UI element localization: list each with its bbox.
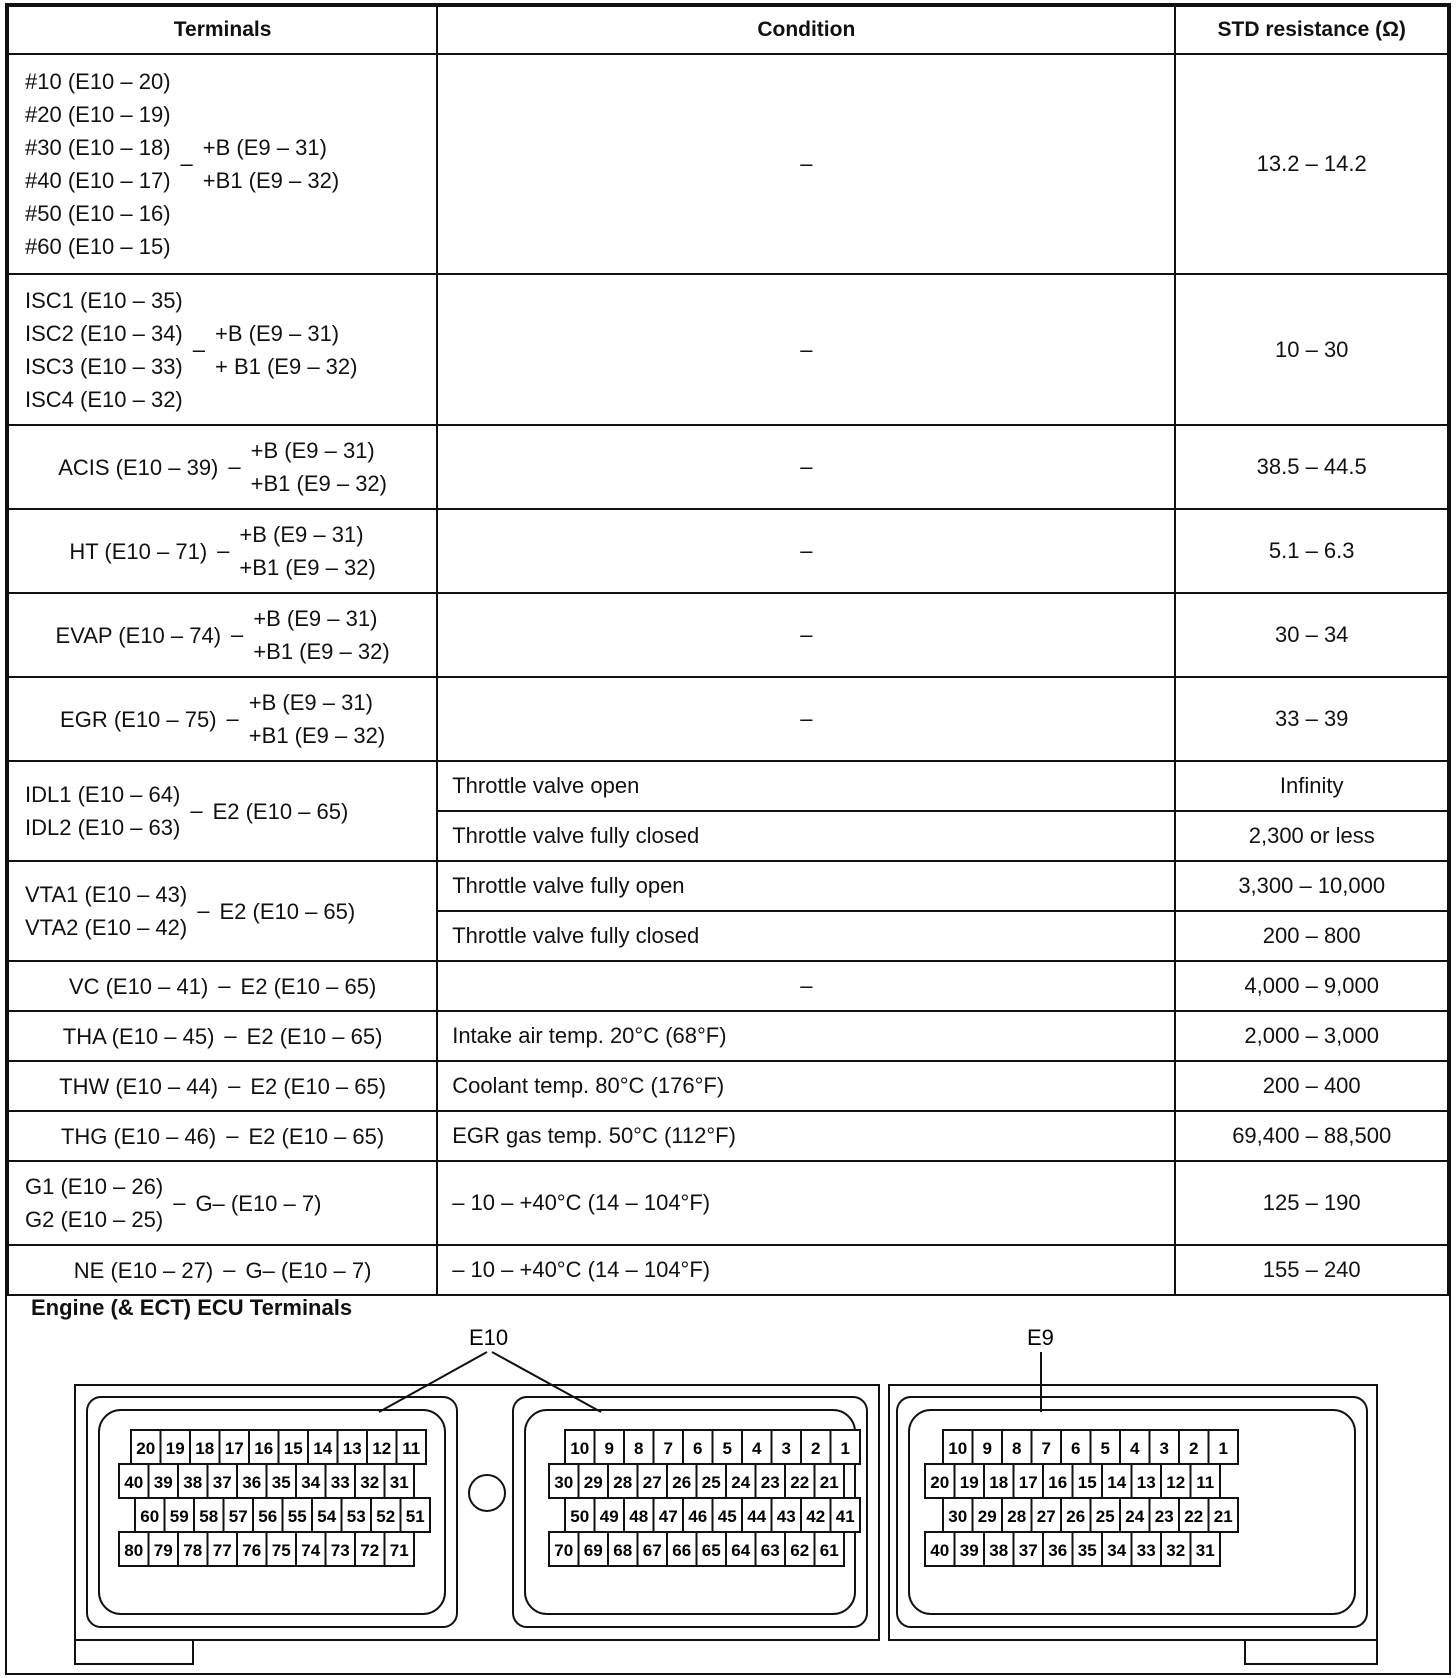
e10-right-pin-number: 8 [634,1439,644,1458]
e9-pin-number: 6 [1071,1439,1081,1458]
terminal-dash: – [226,706,239,731]
terminal-dash: – [223,1257,236,1282]
terminal-label: ISC4 (E10 – 32) [25,386,183,412]
terminal-cell [8,509,437,593]
terminal-cell [8,1111,437,1161]
terminal-ground-label: E2 (E10 – 65) [250,1073,387,1099]
resistance-cell: 200 – 800 [1175,911,1448,961]
e10-right-pin-number: 50 [570,1507,590,1526]
table-row [8,761,1448,811]
table-row [8,509,1448,593]
terminal-label: ISC2 (E10 – 34) [25,320,183,346]
e9-pin-number: 14 [1107,1473,1127,1492]
terminal-label: #60 (E10 – 15) [25,234,171,259]
e10-left-pin-number: 32 [360,1473,380,1492]
condition-cell: – [437,54,1175,274]
table-row [8,593,1448,677]
terminal-cell [8,861,437,961]
e10-left-pin-number: 34 [301,1473,321,1492]
e9-pin-number: 21 [1213,1507,1233,1526]
e9-pin-number: 19 [959,1473,979,1492]
e10-right-pin-number: 27 [642,1473,662,1492]
e9-pin-number: 3 [1159,1439,1169,1458]
e10-right-pin-number: 47 [658,1507,678,1526]
e10-left-pin-number: 54 [317,1507,337,1526]
terminal-ground-label: E2 (E10 – 65) [219,898,356,924]
terminal-ground-label: G– (E10 – 7) [195,1190,322,1216]
condition-cell: Coolant temp. 80°C (176°F) [437,1061,1175,1111]
e10-right-pin-number: 41 [835,1507,855,1526]
e9-pin-number: 17 [1018,1473,1038,1492]
e10-right-pin-number: 65 [701,1541,721,1560]
table-row [8,1011,1448,1061]
e10-right-pin-number: 30 [554,1473,574,1492]
e10-left-pin-number: 53 [346,1507,366,1526]
terminal-label: IDL2 (E10 – 63) [25,815,181,840]
e9-pin-number: 11 [1196,1473,1215,1492]
e9-pin-number: 40 [930,1541,950,1560]
e9-pin-number: 25 [1095,1507,1115,1526]
terminal-ground-label: +B (E9 – 31) [215,320,340,346]
resistance-cell: 30 – 34 [1175,593,1448,677]
terminal-dash: – [224,1023,237,1048]
e10-right-pin-number: 67 [642,1541,662,1560]
e10-right-pin-number: 26 [672,1473,692,1492]
terminal-ground-label: E2 (E10 – 65) [240,973,377,999]
e10-right-pin-number: 49 [599,1507,619,1526]
terminal-label: #10 (E10 – 20) [25,69,171,94]
terminal-label: THW (E10 – 44) [59,1073,219,1099]
e10-left-pin-number: 60 [140,1507,160,1526]
terminal-ground-label: E2 (E10 – 65) [246,1023,383,1049]
document-sheet [5,3,1451,1675]
table-header [8,6,1448,54]
e9-pin-number: 16 [1048,1473,1068,1492]
resistance-cell: Infinity [1175,761,1448,811]
e10-left-pin-number: 51 [405,1507,425,1526]
e10-right-pin-number: 6 [693,1439,703,1458]
e10-left-pin-number: 58 [199,1507,219,1526]
e9-pin-number: 30 [948,1507,968,1526]
resistance-cell: 5.1 – 6.3 [1175,509,1448,593]
e10-left-pin-number: 55 [287,1507,307,1526]
e10-left-pin-number: 57 [228,1507,248,1526]
terminal-label: HT (E10 – 71) [69,538,208,564]
terminal-label: #40 (E10 – 17) [25,168,171,193]
e10-left-pin-number: 72 [360,1541,380,1560]
resistance-cell: 33 – 39 [1175,677,1448,761]
terminal-ground-label: +B1 (E9 – 32) [250,471,387,496]
e9-pin-number: 5 [1100,1439,1110,1458]
e10-left-pin-number: 73 [330,1541,350,1560]
terminal-cell [8,677,437,761]
condition-cell: EGR gas temp. 50°C (112°F) [437,1111,1175,1161]
e10-left-pin-number: 56 [258,1507,278,1526]
terminal-label: #20 (E10 – 19) [25,102,171,127]
e9-pin-number: 39 [959,1541,979,1560]
e9-pin-number: 1 [1218,1439,1228,1458]
e10-right-pin-number: 48 [629,1507,649,1526]
terminal-dash: – [218,973,231,998]
e10-right-pin-number: 9 [604,1439,614,1458]
e10-left-pin-number: 35 [271,1473,291,1492]
e10-left-pin-number: 52 [376,1507,396,1526]
header-resistance: STD resistance (Ω) [1175,6,1448,54]
terminal-ground-label: +B (E9 – 31) [250,438,375,463]
terminal-cell [8,1161,437,1245]
e10-left-pin-number: 71 [389,1541,409,1560]
terminal-dash: – [180,151,193,176]
terminal-cell [8,1245,437,1295]
e10-right-pin-number: 61 [819,1541,839,1560]
terminal-label: VC (E10 – 41) [68,973,209,999]
terminal-dash: – [217,538,230,563]
e10-left-pin-number: 40 [124,1473,144,1492]
ecu-connector-diagram [7,1300,1449,1670]
e9-pin-number: 2 [1189,1439,1199,1458]
e10-left-pin-number: 78 [183,1541,203,1560]
condition-cell: – 10 – +40°C (14 – 104°F) [437,1161,1175,1245]
terminal-dash: – [228,454,241,479]
condition-cell: Throttle valve fully open [437,861,1175,911]
terminal-label: ISC1 (E10 – 35) [25,287,183,313]
e9-pin-number: 28 [1007,1507,1027,1526]
resistance-cell: 155 – 240 [1175,1245,1448,1295]
table-row [8,1161,1448,1245]
resistance-cell: 3,300 – 10,000 [1175,861,1448,911]
mount-tab-left [75,1640,193,1664]
e10-right-pin-number: 5 [722,1439,732,1458]
table-row [8,274,1448,425]
terminal-label: NE (E10 – 27) [73,1257,214,1283]
e9-pin-number: 12 [1166,1473,1186,1492]
e9-pin-number: 4 [1130,1439,1140,1458]
terminal-dash: – [192,336,205,362]
e10-left-pin-number: 79 [153,1541,173,1560]
table-row [8,54,1448,274]
terminal-ground-label: +B (E9 – 31) [202,135,327,160]
e9-pin-number: 9 [982,1439,992,1458]
terminal-ground-label: G– (E10 – 7) [245,1257,372,1283]
e9-pin-number: 33 [1136,1541,1156,1560]
e10-left-pin-number: 15 [283,1439,303,1458]
condition-cell: – [437,509,1175,593]
terminal-cell [8,1011,437,1061]
e10-right-pin-number: 44 [747,1507,767,1526]
e9-label: E9 [1027,1325,1054,1350]
mount-tab-right [1245,1640,1377,1664]
terminal-label: THA (E10 – 45) [62,1023,215,1049]
resistance-table [7,5,1449,1296]
terminal-ground-label: +B1 (E9 – 32) [248,723,386,748]
terminal-ground-label: +B1 (E9 – 32) [239,555,376,580]
terminal-cell [8,54,437,274]
condition-cell: Throttle valve fully closed [437,911,1175,961]
terminal-label: IDL1 (E10 – 64) [25,782,181,807]
e9-pin-number: 27 [1036,1507,1056,1526]
condition-cell: Intake air temp. 20°C (68°F) [437,1011,1175,1061]
e10-right-pin-number: 62 [790,1541,810,1560]
e9-pin-number: 32 [1166,1541,1186,1560]
e9-pin-number: 18 [989,1473,1009,1492]
terminal-ground-label: +B1 (E9 – 32) [202,168,340,193]
terminal-dash: – [190,798,203,823]
table-row [8,1061,1448,1111]
terminal-dash: – [226,1123,239,1148]
e10-right-pin-number: 10 [570,1439,590,1458]
terminal-label: ACIS (E10 – 39) [58,454,219,480]
locating-hole [469,1475,505,1511]
terminal-label: #50 (E10 – 16) [25,201,171,226]
e10-left-pin-number: 14 [313,1439,333,1458]
e9-pin-number: 13 [1136,1473,1156,1492]
resistance-cell: 125 – 190 [1175,1161,1448,1245]
e10-left-pin-number: 74 [301,1541,321,1560]
e9-pin-number: 7 [1041,1439,1051,1458]
e10-right-pin-number: 1 [840,1439,850,1458]
e10-leader-right [492,1352,601,1412]
e10-right-pin-number: 4 [752,1439,762,1458]
terminal-cell [8,1061,437,1111]
e10-left-pin-number: 16 [254,1439,274,1458]
e10-left-pin-number: 20 [136,1439,156,1458]
e9-pin-number: 31 [1195,1541,1215,1560]
e10-left-pin-number: 80 [124,1541,144,1560]
terminal-cell [8,593,437,677]
e10-right-pin-number: 64 [731,1541,751,1560]
e10-right-pin-number: 66 [672,1541,692,1560]
e10-right-pin-number: 63 [760,1541,780,1560]
condition-cell: – [437,961,1175,1011]
e10-right-pin-number: 70 [554,1541,574,1560]
terminal-ground-label: +B1 (E9 – 32) [253,639,390,664]
terminal-label: EVAP (E10 – 74) [55,622,222,648]
resistance-cell: 200 – 400 [1175,1061,1448,1111]
terminal-label: THG (E10 – 46) [60,1123,217,1149]
e10-left-pin-number: 38 [183,1473,203,1492]
terminal-label: G1 (E10 – 26) [25,1174,164,1199]
terminal-cell [8,761,437,861]
e10-right-pin-number: 7 [663,1439,673,1458]
terminal-ground-label: +B (E9 – 31) [253,606,378,631]
e10-right-pin-number: 25 [701,1473,721,1492]
e10-right-pin-number: 45 [717,1507,737,1526]
e10-left-pin-number: 17 [224,1439,244,1458]
e9-pin-number: 10 [948,1439,968,1458]
terminal-label: ISC3 (E10 – 33) [25,353,183,379]
e10-right-pin-number: 2 [811,1439,821,1458]
resistance-cell: 10 – 30 [1175,274,1448,425]
condition-cell: Throttle valve open [437,761,1175,811]
resistance-cell: 69,400 – 88,500 [1175,1111,1448,1161]
e9-pin-number: 37 [1018,1541,1038,1560]
terminal-label: VTA2 (E10 – 42) [25,915,188,940]
condition-cell: – [437,677,1175,761]
condition-cell: – [437,425,1175,509]
e9-pin-number: 29 [977,1507,997,1526]
e9-pin-number: 36 [1048,1541,1068,1560]
e10-right-pin-number: 3 [781,1439,791,1458]
e10-right-pin-number: 21 [819,1473,839,1492]
terminal-dash: – [228,1073,241,1098]
terminal-cell [8,274,437,425]
table-row [8,677,1448,761]
e10-right-pin-number: 69 [583,1541,603,1560]
e10-right-pin-number: 46 [688,1507,708,1526]
terminal-ground-label: +B (E9 – 31) [248,690,373,715]
e10-left-pin-number: 11 [402,1439,421,1458]
e10-right-pin-number: 29 [583,1473,603,1492]
terminal-ground-label: E2 (E10 – 65) [248,1123,385,1149]
e10-left-pin-number: 33 [330,1473,350,1492]
condition-cell: – 10 – +40°C (14 – 104°F) [437,1245,1175,1295]
e10-leader-left [379,1352,487,1412]
condition-cell: – [437,593,1175,677]
resistance-cell: 38.5 – 44.5 [1175,425,1448,509]
e10-right-pin-number: 43 [776,1507,796,1526]
e9-pin-number: 8 [1012,1439,1022,1458]
table-row [8,1111,1448,1161]
e10-left-pin-number: 39 [153,1473,173,1492]
resistance-cell: 4,000 – 9,000 [1175,961,1448,1011]
e10-right-pin-number: 22 [790,1473,810,1492]
terminal-dash: – [231,622,244,647]
e10-left-pin-number: 59 [169,1507,189,1526]
table-row [8,961,1448,1011]
table-row [8,1245,1448,1295]
e10-right-pin-number: 23 [760,1473,780,1492]
resistance-cell: 2,000 – 3,000 [1175,1011,1448,1061]
resistance-cell: 2,300 or less [1175,811,1448,861]
e10-left-pin-number: 13 [342,1439,362,1458]
terminal-label: #30 (E10 – 18) [25,135,171,160]
e9-pin-number: 23 [1154,1507,1174,1526]
terminal-cell [8,961,437,1011]
terminal-label: VTA1 (E10 – 43) [25,882,188,907]
table-row [8,861,1448,911]
terminal-dash: – [173,1190,186,1215]
condition-cell: Throttle valve fully closed [437,811,1175,861]
terminal-label: G2 (E10 – 25) [25,1207,164,1232]
e10-right-pin-number: 42 [806,1507,826,1526]
terminal-label: EGR (E10 – 75) [60,706,217,732]
e10-label: E10 [469,1325,509,1350]
terminal-dash: – [197,898,210,923]
e10-right-pin-number: 28 [613,1473,633,1492]
terminal-ground-label: +B (E9 – 31) [239,522,364,547]
e10-left-pin-number: 36 [242,1473,262,1492]
e10-left-pin-number: 19 [165,1439,185,1458]
e10-left-pin-number: 31 [389,1473,409,1492]
e10-right-pin-number: 24 [731,1473,751,1492]
e9-pin-number: 20 [930,1473,950,1492]
header-terminals: Terminals [8,6,437,54]
e9-pin-number: 26 [1066,1507,1086,1526]
e10-left-pin-number: 77 [212,1541,232,1560]
e10-left-pin-number: 76 [242,1541,262,1560]
e9-pin-number: 24 [1125,1507,1145,1526]
e10-left-pin-number: 37 [212,1473,232,1492]
condition-cell: – [437,274,1175,425]
e10-left-pin-number: 18 [195,1439,215,1458]
resistance-cell: 13.2 – 14.2 [1175,54,1448,274]
e9-pin-number: 35 [1077,1541,1097,1560]
e10-right-pin-number: 68 [613,1541,633,1560]
e9-pin-number: 34 [1107,1541,1127,1560]
terminal-cell [8,425,437,509]
terminal-ground-label: + B1 (E9 – 32) [215,353,358,379]
table-row [8,425,1448,509]
e9-pin-number: 38 [989,1541,1009,1560]
e10-left-pin-number: 12 [372,1439,392,1458]
e10-left-pin-number: 75 [271,1541,291,1560]
header-condition: Condition [437,6,1175,54]
ecu-terminals-title: Engine (& ECT) ECU Terminals [31,1295,353,1320]
e9-pin-number: 15 [1077,1473,1097,1492]
terminal-ground-label: E2 (E10 – 65) [212,798,349,824]
e9-pin-number: 22 [1184,1507,1204,1526]
